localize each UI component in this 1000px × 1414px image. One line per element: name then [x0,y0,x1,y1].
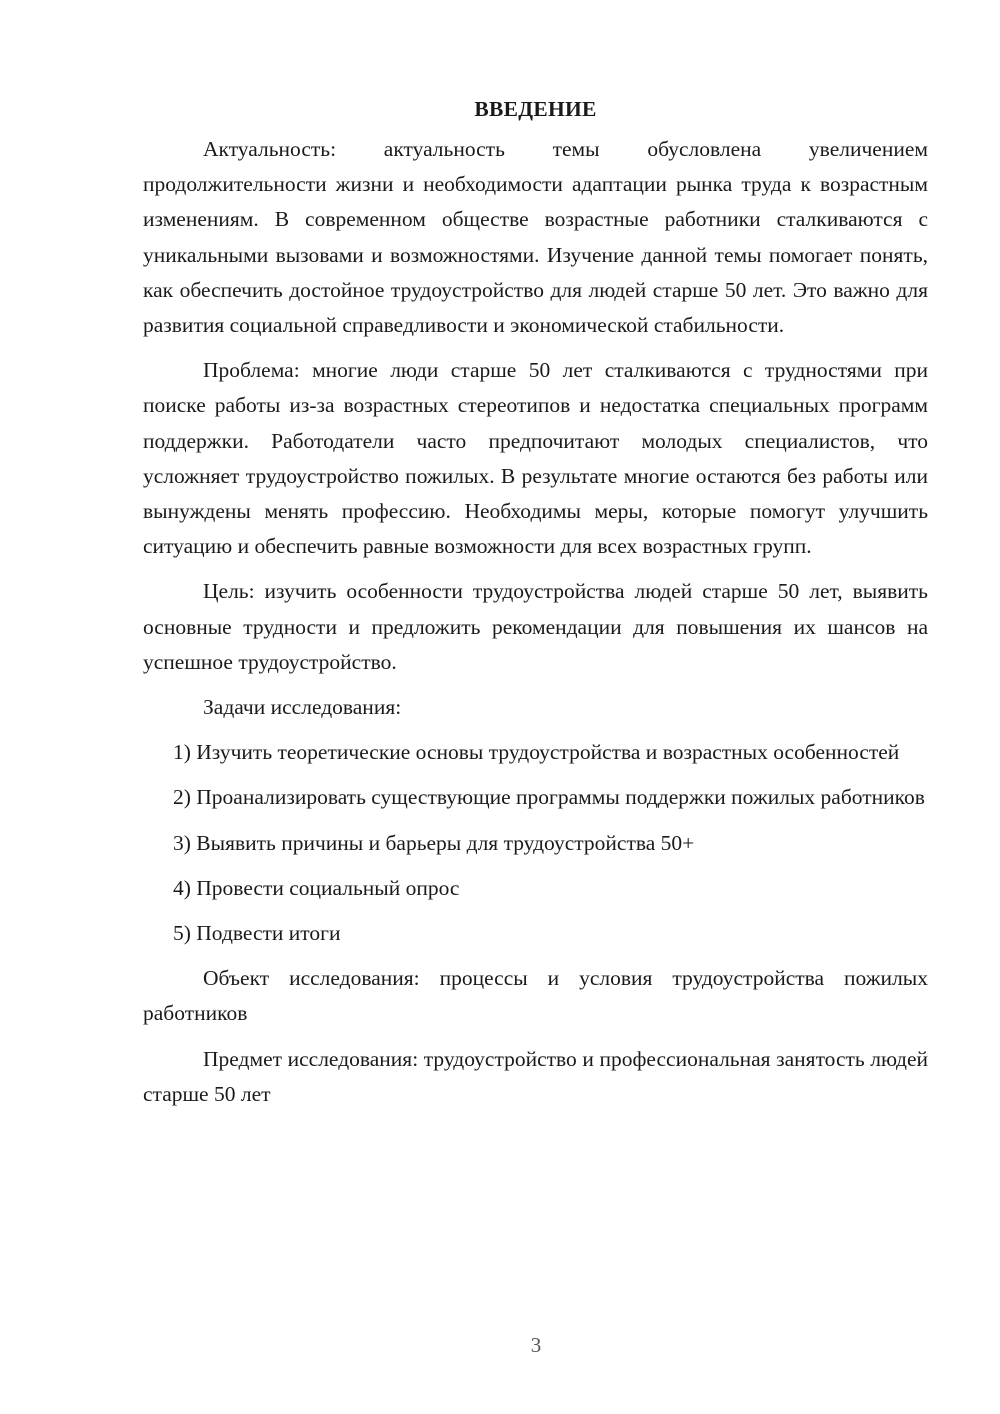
problem-paragraph: Проблема: многие люди старше 50 лет сталкиваются с трудностями при поиске работы из-за возрастных стереотипов и недостатка специальных программ поддержки. Работодатели часто предпочитают молодых специалистов, что усложняет трудоустройство пожилых. В результате многие остаются без работы или вынуждены менять профессию. Необходимы меры, которые помогут улучшить ситуацию и обеспечить равные возможности для всех возрастных групп. [143,358,928,559]
list-item: 1) Изучить теоретические основы трудоустройства и возрастных особенностей [173,740,900,765]
subject-paragraph: Предмет исследования: трудоустройство и профессиональная занятость людей старше 50 лет [143,1046,928,1106]
page-number: 3 [530,1333,542,1357]
list-item: 4) Провести социальный опрос [173,875,460,900]
tasks-list [143,735,928,951]
tasks-heading: Задачи исследования: [203,695,402,720]
list-item: 3) Выявить причины и барьеры для трудоустройства 50+ [173,830,695,855]
relevance-paragraph: Актуальность: актуальность темы обусловлена увеличением продолжительности жизни и необходимости адаптации рынка труда к возрастным изменениям. В современном обществе возрастные работники сталкиваются с уникальными вызовами и возможностями. Изучение данной темы помогает понять, как обеспечить достойное трудоустройство для людей старше 50 лет. Это важно для развития социальной справедливости и экономической стабильности. [143,137,928,338]
document-page [143,92,928,1122]
object-paragraph: Объект исследования: процессы и условия трудоустройства пожилых работников [143,966,928,1026]
goal-paragraph: Цель: изучить особенности трудоустройства людей старше 50 лет, выявить основные трудности и предложить рекомендации для повышения их шансов на успешное трудоустройство. [143,579,928,674]
list-item: 2) Проанализировать существующие программы поддержки пожилых работников [173,785,925,810]
list-item: 5) Подвести итоги [173,921,341,946]
page-title: ВВЕДЕНИЕ [474,97,597,121]
